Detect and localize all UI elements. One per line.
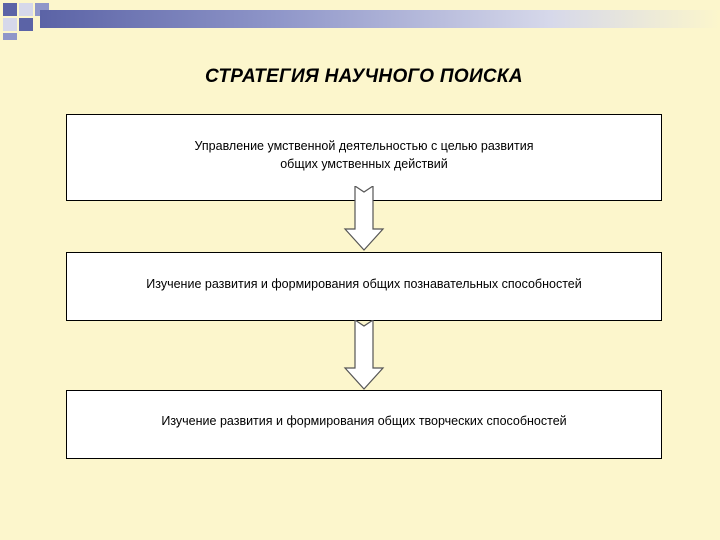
strategy-box-2-text: Изучение развития и формирования общих познавательных способностей xyxy=(146,277,582,291)
strategy-box-2 xyxy=(66,252,662,321)
down-arrow-icon xyxy=(343,186,385,252)
strategy-box-1-line-1: Управление умственной деятельностью с целью развития xyxy=(194,139,534,153)
strategy-box-3 xyxy=(66,390,662,459)
down-arrow-icon xyxy=(343,320,385,391)
strategy-box-3-text: Изучение развития и формирования общих творческих способностей xyxy=(161,414,567,428)
slide-title: СТРАТЕГИЯ НАУЧНОГО ПОИСКА xyxy=(205,66,523,87)
strategy-box-1-line-2: общих умственных действий xyxy=(280,157,448,171)
header-gradient-bar xyxy=(40,10,720,28)
